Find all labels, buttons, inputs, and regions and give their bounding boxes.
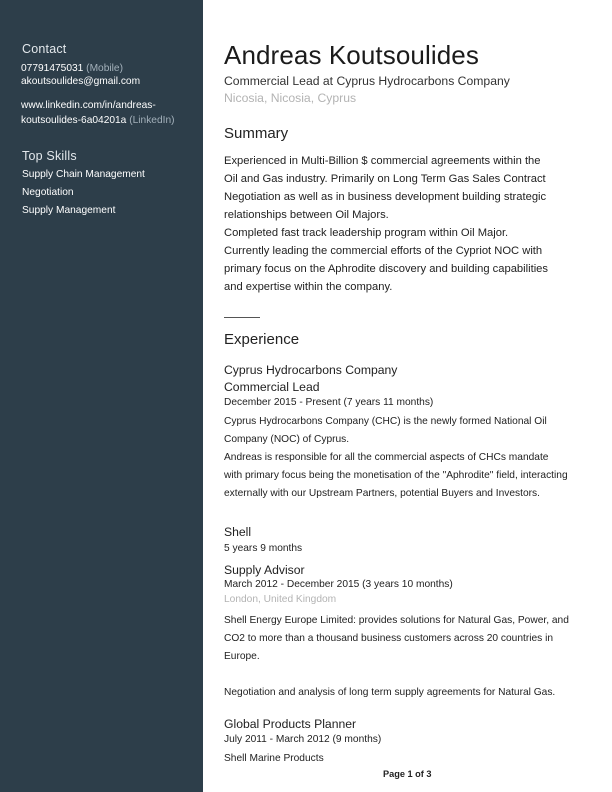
company-tenure: 5 years 9 months (224, 543, 303, 554)
job-dates: December 2015 - Present (7 years 11 months) (224, 397, 434, 408)
summary-line: Negotiation as well as in business development building strategic (224, 191, 547, 203)
phone-label: (Mobile) (86, 63, 123, 74)
section-divider (224, 317, 260, 318)
page-number: Page 1 of 3 (383, 769, 432, 779)
summary-line: relationships between Oil Majors. (224, 209, 389, 221)
description-line: Cyprus Hydrocarbons Company (CHC) is the newly formed National Oil (224, 416, 547, 427)
job-location: London, United Kingdom (224, 594, 337, 605)
description-line: with primary focus being the monetisation of the "Aphrodite" field, interacting (224, 470, 568, 481)
phone-number[interactable]: 07791475031 (21, 63, 84, 74)
description-line: Company (NOC) of Cyprus. (224, 434, 350, 445)
profile-name: Andreas Koutsoulides (224, 40, 479, 70)
job-title: Supply Advisor (224, 563, 305, 577)
contact-heading: Contact (22, 42, 67, 56)
profile-headline: Commercial Lead at Cyprus Hydrocarbons Company (224, 74, 510, 88)
job-dates: July 2011 - March 2012 (9 months) (224, 734, 382, 745)
skill-item: Supply Chain Management (22, 169, 145, 180)
summary-line: Completed fast track leadership program within Oil Major. (224, 227, 509, 239)
summary-heading: Summary (224, 125, 289, 142)
summary-line: Currently leading the commercial efforts of the Cypriot NOC with (224, 245, 543, 257)
linkedin-link-line2[interactable] (21, 113, 175, 129)
job-description: Shell Marine Products (224, 753, 324, 764)
description-line: CO2 to more than a thousand business customers across 20 countries in (224, 633, 553, 644)
description-line: Andreas is responsible for all the commercial aspects of CHCs mandate (224, 452, 549, 463)
description-line: Shell Energy Europe Limited: provides solutions for Natural Gas, Power, and (224, 615, 569, 626)
description-line: externally with our Upstream Partners, potential Buyers and Investors. (224, 488, 540, 499)
linkedin-handle[interactable]: koutsoulides-6a04201a (21, 115, 127, 126)
email-link[interactable]: akoutsoulides@gmail.com (21, 76, 141, 87)
sidebar (0, 0, 203, 792)
job-title: Global Products Planner (224, 717, 357, 731)
job-description (224, 413, 568, 503)
description-line: Europe. (224, 651, 260, 662)
job-description-extra: Negotiation and analysis of long term supply agreements for Natural Gas. (224, 687, 556, 698)
summary-line: Oil and Gas industry. Primarily on Long Term Gas Sales Contract (224, 173, 546, 185)
company-name: Shell (224, 525, 252, 539)
skill-item: Supply Management (22, 205, 116, 216)
job-dates: March 2012 - December 2015 (3 years 10 months) (224, 579, 453, 590)
experience-heading: Experience (224, 331, 300, 348)
summary-text (224, 152, 584, 296)
skills-heading: Top Skills (22, 149, 77, 163)
skill-item: Negotiation (22, 187, 74, 198)
company-name: Cyprus Hydrocarbons Company (224, 363, 398, 377)
linkedin-label: (LinkedIn) (129, 115, 175, 126)
summary-line: and expertise within the company. (224, 281, 393, 293)
job-title: Commercial Lead (224, 380, 320, 394)
profile-location: Nicosia, Nicosia, Cyprus (224, 91, 357, 105)
linkedin-link-line1[interactable]: www.linkedin.com/in/andreas- (21, 100, 156, 111)
job-description (224, 612, 569, 666)
summary-line: primary focus on the Aphrodite discovery and building capabilities (224, 263, 548, 275)
summary-line: Experienced in Multi-Billion $ commercial agreements within the (224, 155, 541, 167)
